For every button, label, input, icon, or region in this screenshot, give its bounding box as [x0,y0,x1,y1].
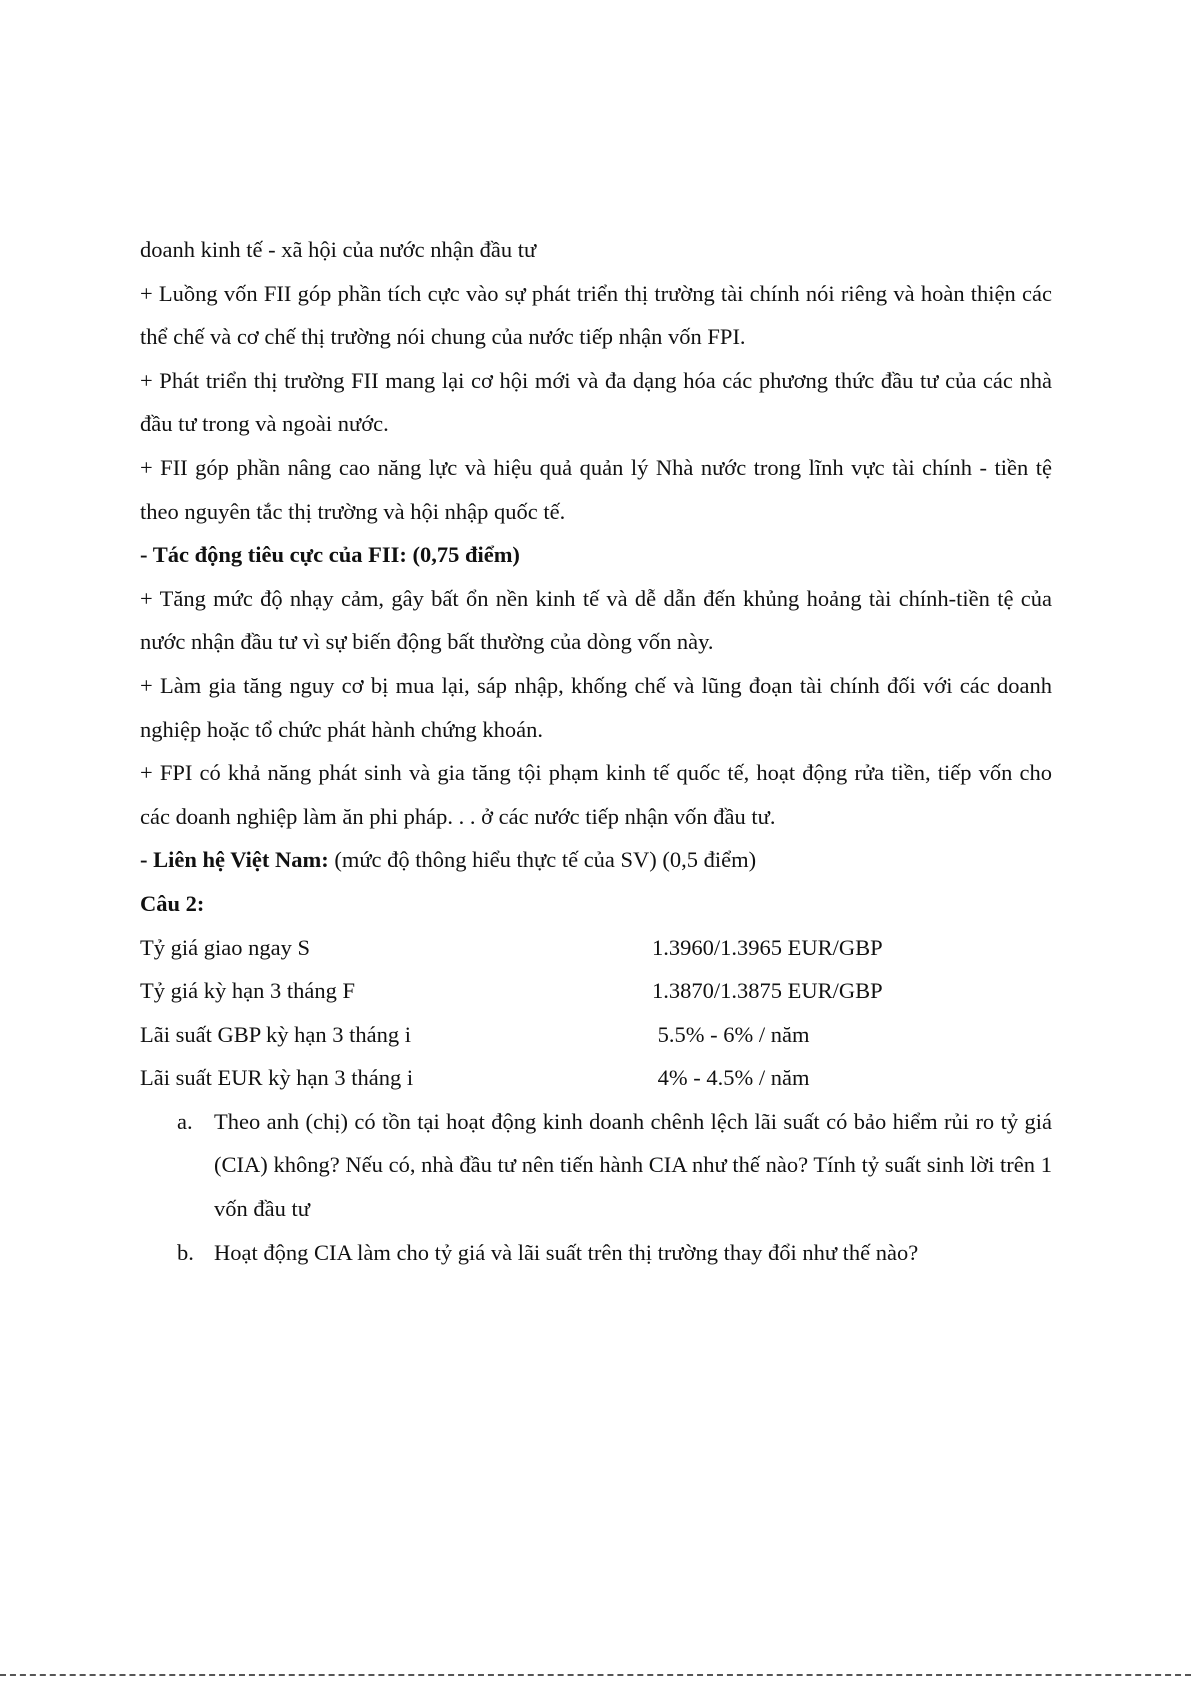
positive-point-3: + FII góp phần nâng cao năng lực và hiệu quả quản lý Nhà nước trong lĩnh vực tài chính - tiền tệ theo nguyên tắc thị trường và hội nhập quốc tế. [140,454,1052,524]
rate-row-gbp-interest [140,1013,1052,1057]
page-bottom-rule [0,1674,1191,1676]
intro-line: doanh kinh tế - xã hội của nước nhận đầu tư [140,237,537,262]
question-2-heading: Câu 2: [140,890,205,916]
negative-heading: - Tác động tiêu cực của FII: (0,75 điểm) [140,542,520,568]
rate-label: Tỷ giá kỳ hạn 3 tháng F [140,978,355,1004]
question-item-a [140,1100,1052,1231]
rate-row-forward [140,969,1052,1013]
rate-label: Lãi suất EUR kỳ hạn 3 tháng i [140,1065,414,1091]
document-body [140,228,1052,1274]
vietnam-line [140,838,1052,882]
rate-label: Tỷ giá giao ngay S [140,934,310,960]
rate-value: 1.3870/1.3875 EUR/GBP [652,978,883,1004]
item-marker: b. [177,1239,194,1265]
positive-point-2: + Phát triển thị trường FII mang lại cơ hội mới và đa dạng hóa các phương thức đầu tư của các nhà đầu tư trong và ngoài nước. [140,367,1052,437]
item-text: Hoạt động CIA làm cho tỷ giá và lãi suất trên thị trường thay đổi như thế nào? [214,1239,919,1265]
vietnam-label: - Liên hệ Việt Nam: [140,847,329,873]
negative-point-1: + Tăng mức độ nhạy cảm, gây bất ổn nền kinh tế và dễ dẫn đến khủng hoảng tài chính-tiền tệ của nước nhận đầu tư vì sự biến động bất thường của dòng vốn này. [140,585,1052,655]
rate-label: Lãi suất GBP kỳ hạn 3 tháng i [140,1021,412,1047]
rate-value: 1.3960/1.3965 EUR/GBP [652,934,883,960]
question-2-items [140,1100,1052,1274]
negative-point-3: + FPI có khả năng phát sinh và gia tăng tội phạm kinh tế quốc tế, hoạt động rửa tiền, tiếp vốn cho các doanh nghiệp làm ăn phi pháp. . . ở các nước tiếp nhận vốn đầu tư. [140,760,1052,829]
rate-value: 4% - 4.5% / năm [652,1065,810,1091]
rate-value: 5.5% - 6% / năm [652,1021,810,1047]
item-text: Theo anh (chị) có tồn tại hoạt động kinh doanh chênh lệch lãi suất có bảo hiểm rủi ro tỷ giá (CIA) không? Nếu có, nhà đầu tư nên tiến hành CIA như thế nào? Tính tỷ suất sinh lời trên 1 vốn đầu tư [214,1108,1052,1222]
rate-row-eur-interest [140,1056,1052,1100]
negative-point-2: + Làm gia tăng nguy cơ bị mua lại, sáp nhập, khống chế và lũng đoạn tài chính đối với các doanh nghiệp hoặc tổ chức phát hành chứng khoán. [140,672,1052,742]
rate-row-spot [140,926,1052,970]
item-marker: a. [177,1108,193,1134]
positive-point-1: + Luồng vốn FII góp phần tích cực vào sự phát triển thị trường tài chính nói riêng và hoàn thiện các thể chế và cơ chế thị trường nói chung của nước tiếp nhận vốn FPI. [140,280,1052,350]
vietnam-text: (mức độ thông hiểu thực tế của SV) (0,5 điểm) [328,847,757,873]
question-item-b [140,1231,1052,1275]
